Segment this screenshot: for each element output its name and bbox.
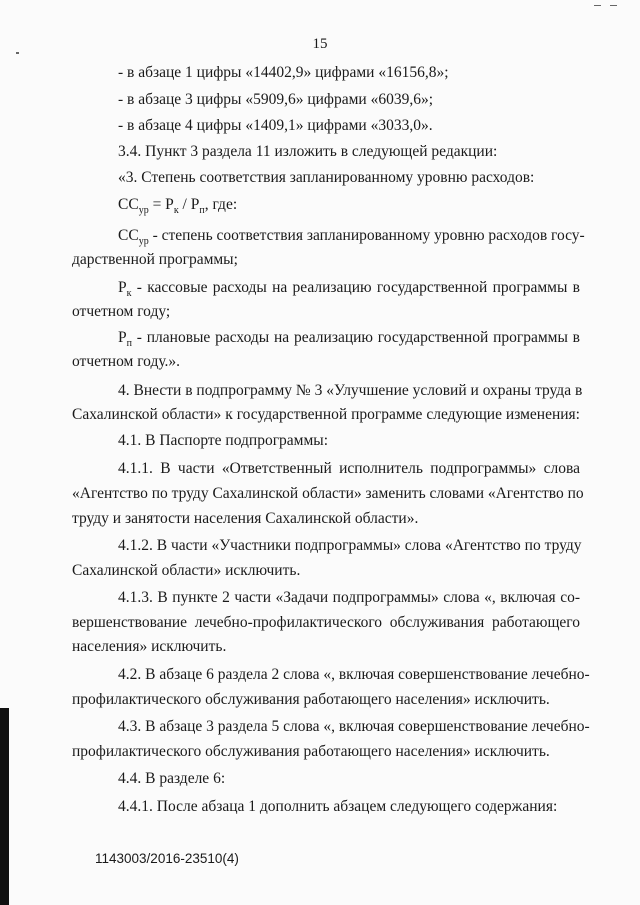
text-line: профилактического обслуживания работающего населения» исключить. [72,691,550,708]
symbol-subscript: ур [138,236,149,248]
text-line: - в абзаце 1 цифры «14402,9» цифрами «16156,8»; [118,64,449,81]
text-line: 3.4. Пункт 3 раздела 11 изложить в следующей редакции: [118,143,498,160]
text-line: 4.4. В разделе 6: [118,770,226,787]
text-line: 4. Внести в подпрограмму № 3 «Улучшение условий и охраны труда в [118,382,583,399]
symbol: Р [118,329,127,346]
text-line: отчетном году; [72,303,171,320]
text-line: отчетном году.». [72,353,181,370]
symbol-subscript: п [126,338,132,350]
text-line: 4.1.1. В части «Ответственный исполнитель подпрограммы» слова [118,460,580,477]
formula-part: СС [118,196,139,213]
symbol-subscript: к [126,288,132,300]
text-line: - в абзаце 3 цифры «5909,6» цифрами «6039,6»; [118,91,434,108]
symbol: СС [118,227,139,244]
formula-part: = Р [148,196,174,213]
definition-text: - степень соответствия запланированному уровню расходов госу- [148,227,585,244]
formula-subscript: ур [138,205,149,217]
formula-part: / Р [178,196,200,213]
text-line: дарственной программы; [72,251,238,268]
definition-text: - кассовые расходы на реализацию государственной программы в [131,279,580,296]
text-line: Сахалинской области» к государственной программе следующие изменения: [72,406,580,423]
text-line: 4.2. В абзаце 6 раздела 2 слова «, включая совершенствование лечебно- [118,666,590,683]
text-line: населения» исключить. [72,638,227,655]
document-id-footer: 1143003/2016-23510(4) [95,851,239,866]
page-number: 15 [312,36,328,52]
scan-speck [610,5,617,6]
text-line: «3. Степень соответствия запланированному уровню расходов: [118,169,535,186]
text-line: 4.1.3. В пункте 2 части «Задачи подпрограммы» слова «, включая со- [118,589,580,606]
definition-line [118,226,585,252]
scan-speck [16,52,19,54]
text-line: 4.1. В Паспорте подпрограммы: [118,432,329,449]
formula-subscript: п [199,205,205,217]
scan-speck [594,5,601,6]
definition-text: - плановые расходы на реализацию государственной программы в [131,329,580,346]
scan-edge-shadow [0,708,9,905]
text-line: профилактического обслуживания работающего населения» исключить. [72,743,550,760]
definition-line [118,328,580,354]
definition-line [118,278,580,304]
text-line: 4.1.2. В части «Участники подпрограммы» слова «Агентство по труду [118,537,582,554]
formula-part: , где: [204,196,238,213]
formula-subscript: к [173,205,179,217]
text-line: 4.3. В абзаце 3 раздела 5 слова «, включая совершенствование лечебно- [118,718,590,735]
text-line: вершенствование лечебно-профилактического обслуживания работающего [72,614,580,631]
formula-line [118,195,237,221]
text-line: - в абзаце 4 цифры «1409,1» цифрами «3033,0». [118,117,433,134]
text-line: «Агентство по труду Сахалинской области» заменить словами «Агентство по [72,485,584,502]
text-line: Сахалинской области» исключить. [72,562,301,579]
symbol: Р [118,279,127,296]
text-line: труду и занятости населения Сахалинской области». [72,510,419,527]
text-line: 4.4.1. После абзаца 1 дополнить абзацем следующего содержания: [118,798,558,815]
